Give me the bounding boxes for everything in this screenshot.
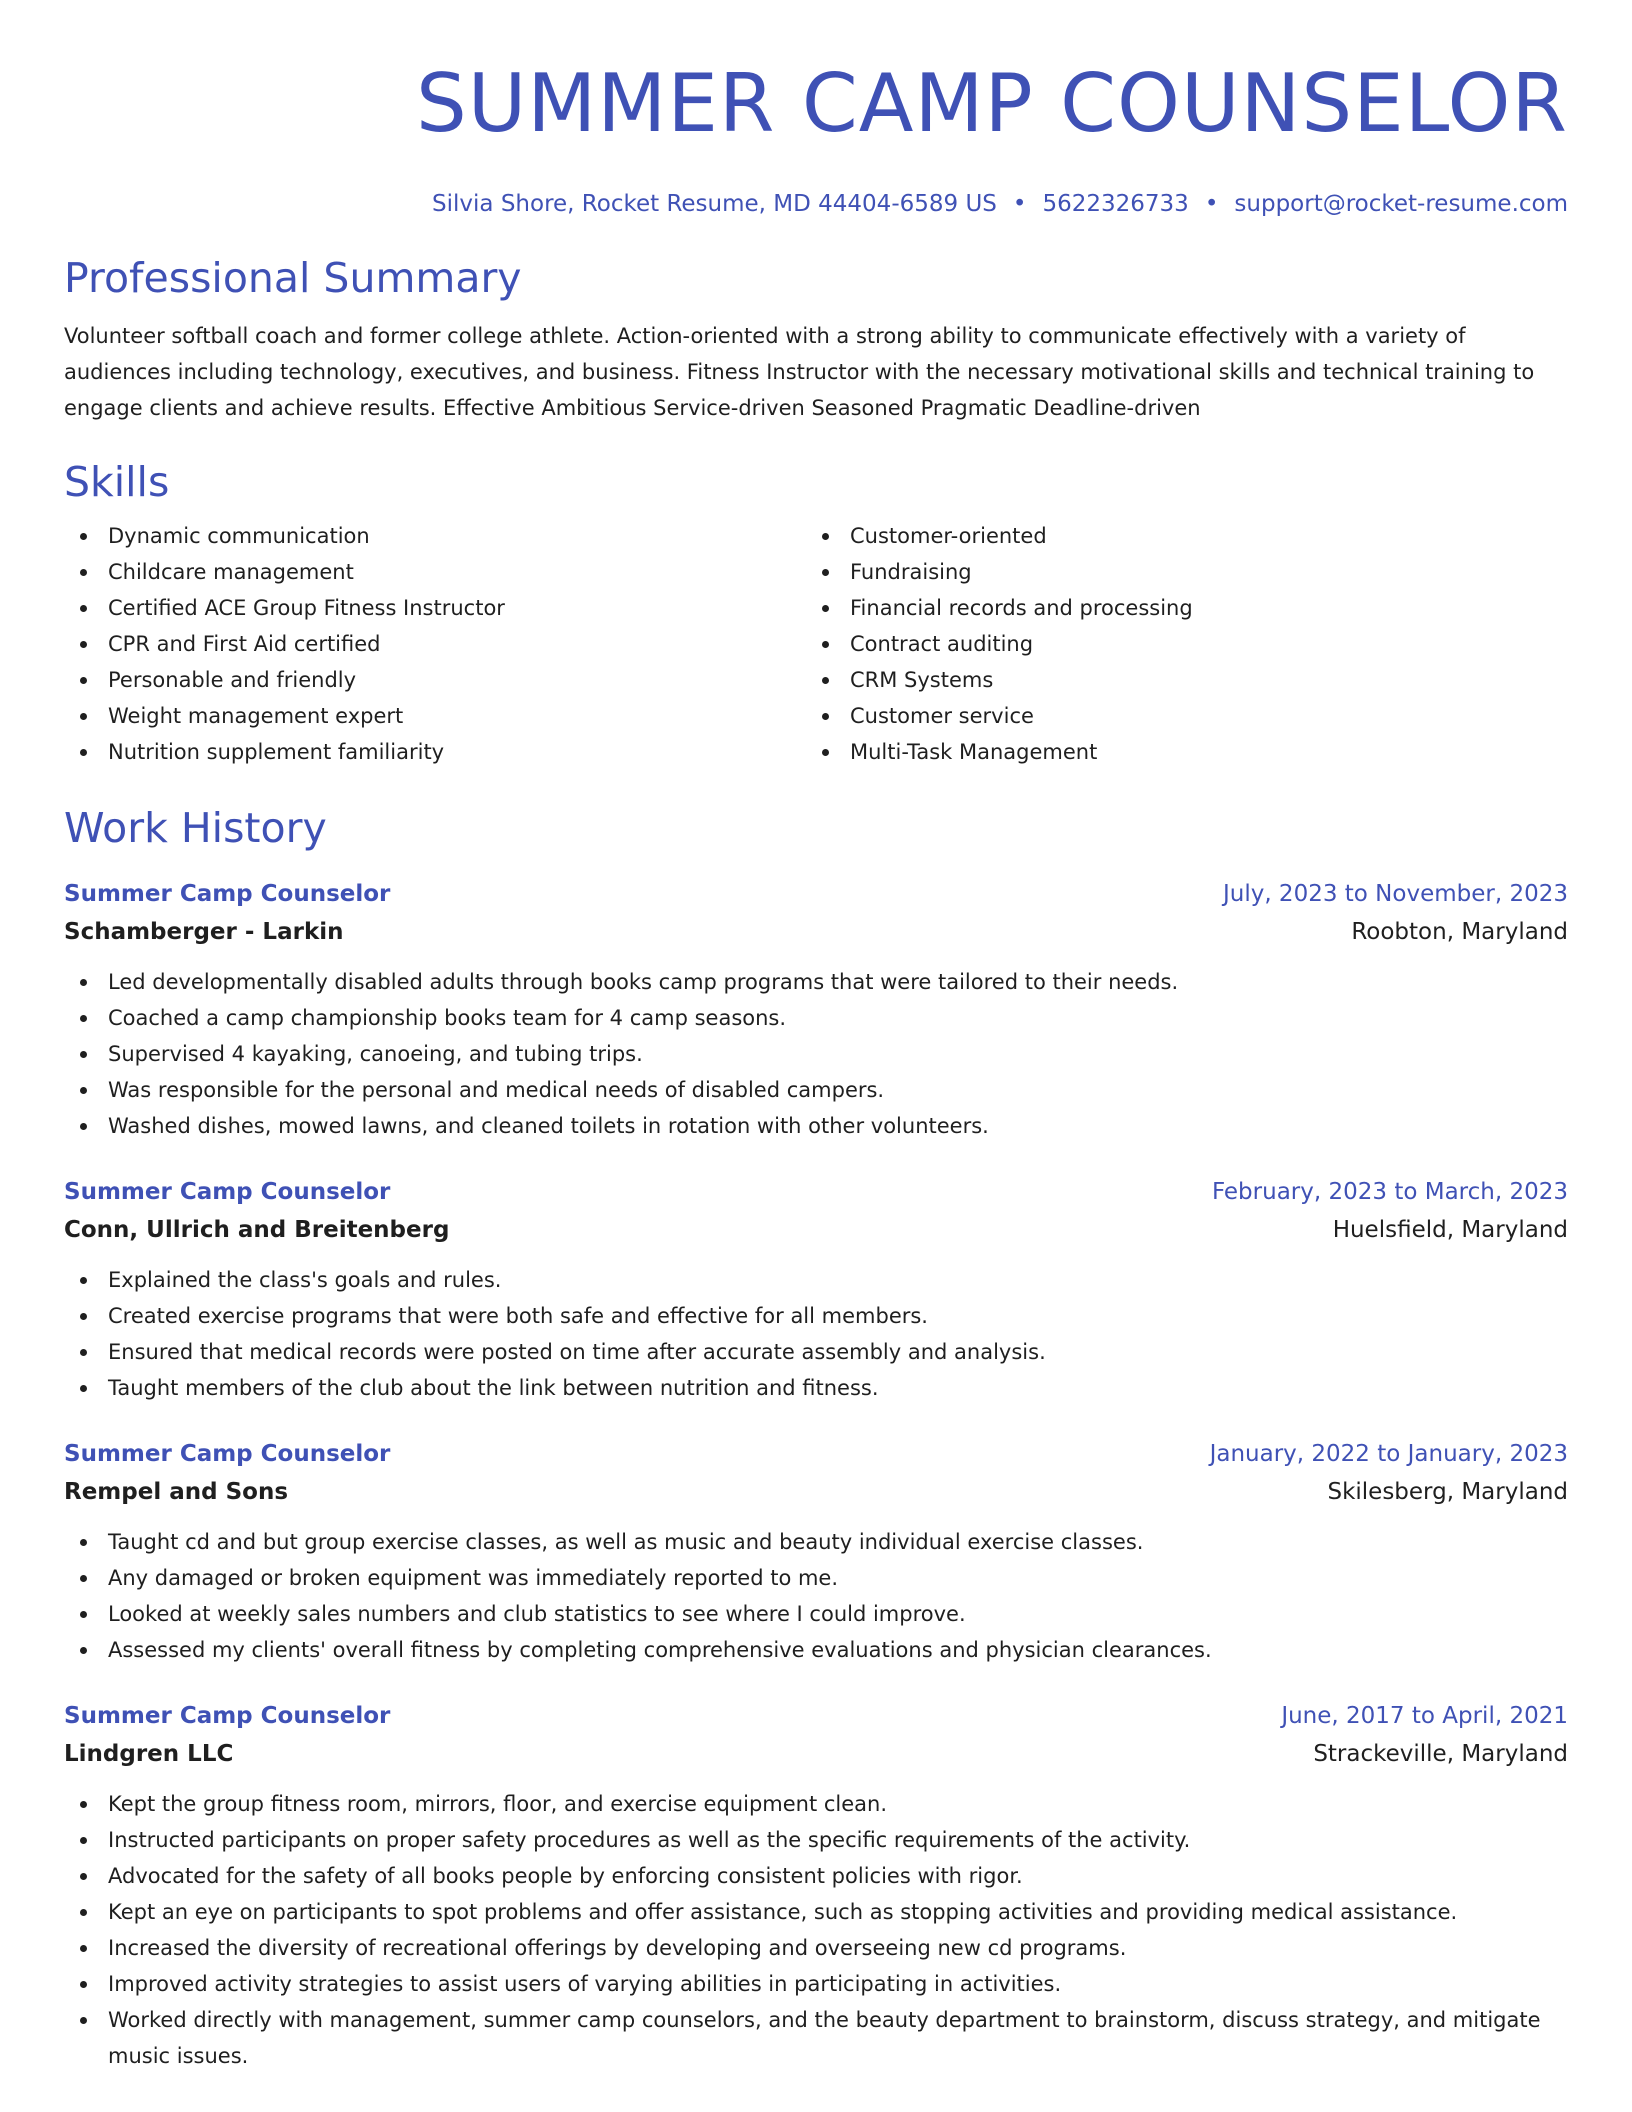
job-duty-item: [64, 1966, 1568, 2002]
skill-item: [806, 626, 1548, 662]
bullet-dot: [822, 713, 829, 720]
job-title-row: [64, 1698, 1568, 1734]
contact-line: [64, 188, 1568, 220]
summary-heading: Professional Summary: [64, 254, 522, 302]
bullet-dot: [80, 1539, 87, 1546]
bullet-dot: [80, 1945, 87, 1952]
job-duty-item-text: Washed dishes, mowed lawns, and cleaned toilets in rotation with other volunteers.: [108, 1114, 989, 1138]
skill-item-text: Weight management expert: [108, 704, 404, 728]
job-duty-item-text: Assessed my clients' overall fitness by completing comprehensive evaluations and physician clearances.: [108, 1638, 1212, 1662]
skills-heading: Skills: [64, 458, 170, 506]
work-history-heading: Work History: [64, 804, 327, 852]
job-title: Summer Camp Counselor: [64, 881, 391, 907]
job-title: Summer Camp Counselor: [64, 1179, 391, 1205]
job-title-row: [64, 1436, 1568, 1472]
job-duty-item: [64, 1858, 1568, 1894]
job-duties-list: [64, 1262, 1568, 1406]
job-company-row: [64, 912, 1568, 952]
job-duty-item-text: Taught members of the club about the link between nutrition and fitness.: [108, 1376, 879, 1400]
job-duty-item: [64, 1596, 1568, 1632]
job-duty-item-text: Improved activity strategies to assist users of varying abilities in participating in activities.: [108, 1972, 1062, 1996]
bullet-dot: [80, 979, 87, 986]
skill-item-text: Nutrition supplement familiarity: [108, 740, 445, 764]
skill-item-text: Fundraising: [850, 560, 972, 584]
bullet-dot: [80, 1981, 87, 1988]
bullet-dot: [822, 605, 829, 612]
bullet-dot: [80, 1087, 87, 1094]
skill-item: [806, 554, 1548, 590]
job-duty-item: [64, 964, 1568, 1000]
job-duty-item: [64, 1334, 1568, 1370]
job-duty-item: [64, 1930, 1568, 1966]
resume-header: [64, 0, 1568, 220]
job-duty-item: [64, 1000, 1568, 1036]
skill-item: [806, 518, 1548, 554]
job-company: Rempel and Sons: [64, 1479, 289, 1505]
job-company: Conn, Ullrich and Breitenberg: [64, 1217, 450, 1243]
bullet-dot: [80, 605, 87, 612]
bullet-dot: [80, 1015, 87, 1022]
job-company-row: [64, 1472, 1568, 1512]
bullet-dot: [80, 1051, 87, 1058]
job-duty-item: [64, 1894, 1568, 1930]
job-duty-item-text: Instructed participants on proper safety procedures as well as the specific requirements of the activity.: [108, 1828, 1191, 1852]
resume-page: [64, 0, 1568, 2074]
job-duties-list: [64, 964, 1568, 1144]
skill-item-text: Contract auditing: [850, 632, 1034, 656]
job-duty-item-text: Worked directly with management, summer camp counselors, and the beauty department to brainstorm, discuss strategy, and mitigate music issues.: [108, 2008, 1541, 2068]
job-title: Summer Camp Counselor: [64, 1703, 391, 1729]
bullet-dot: [822, 749, 829, 756]
skill-item: [806, 590, 1548, 626]
skill-item: [806, 734, 1548, 770]
skill-item: [806, 662, 1548, 698]
skills-column-left: [64, 518, 806, 770]
job-duty-item: [64, 2002, 1568, 2074]
bullet-dot: [80, 1349, 87, 1356]
bullet-dot: [80, 533, 87, 540]
job-company-row: [64, 1210, 1568, 1250]
job-duty-item: [64, 1298, 1568, 1334]
job-dates: June, 2017 to April, 2021: [1281, 1703, 1568, 1729]
bullet-dot: [80, 677, 87, 684]
skill-item-text: Childcare management: [108, 560, 354, 584]
skill-item: [806, 698, 1548, 734]
bullet-dot: [80, 2017, 87, 2024]
job-dates: July, 2023 to November, 2023: [1222, 881, 1568, 907]
job-duty-item: [64, 1822, 1568, 1858]
job-duty-item: [64, 1560, 1568, 1596]
job-duty-item-text: Created exercise programs that were both safe and effective for all members.: [108, 1304, 928, 1328]
job-duty-item-text: Led developmentally disabled adults through books camp programs that were tailored to their needs.: [108, 970, 1179, 994]
job-duty-item-text: Kept an eye on participants to spot problems and offer assistance, such as stopping activities and providing medical assistance.: [108, 1900, 1458, 1924]
job-duty-item-text: Taught cd and but group exercise classes, as well as music and beauty individual exercise classes.: [108, 1530, 1144, 1554]
skill-item-text: Customer service: [850, 704, 1034, 728]
job-title-row: [64, 876, 1568, 912]
summary-text: Volunteer softball coach and former college athlete. Action-oriented with a strong ability to communicate effectively with a variety of audiences including technology, executives, and business. Fitness Instructor with the necessary motivational skills and technical training to engage clients and achieve results. Effective Ambitious Service-driven Seasoned Pragmatic Deadline-driven: [64, 324, 1535, 420]
job-duty-item: [64, 1072, 1568, 1108]
job-duty-item-text: Advocated for the safety of all books people by enforcing consistent policies with rigor.: [108, 1864, 1023, 1888]
skill-item: [64, 698, 806, 734]
skill-item: [64, 734, 806, 770]
skill-item: [64, 626, 806, 662]
bullet-dot: [80, 1837, 87, 1844]
job-duty-item-text: Was responsible for the personal and medical needs of disabled campers.: [108, 1078, 885, 1102]
job-duty-item-text: Kept the group fitness room, mirrors, floor, and exercise equipment clean.: [108, 1792, 888, 1816]
bullet-dot: [80, 1611, 87, 1618]
job-title: Summer Camp Counselor: [64, 1441, 391, 1467]
resume-title: SUMMER CAMP COUNSELOR: [415, 57, 1568, 150]
job-location: Strackeville, Maryland: [1313, 1741, 1568, 1767]
job-duty-item: [64, 1786, 1568, 1822]
job-dates: January, 2022 to January, 2023: [1209, 1441, 1568, 1467]
skill-item-text: Certified ACE Group Fitness Instructor: [108, 596, 505, 620]
job-duty-item-text: Explained the class's goals and rules.: [108, 1268, 502, 1292]
contact-email: support@rocket-resume.com: [1234, 191, 1568, 217]
skill-item: [64, 662, 806, 698]
job-duty-item: [64, 1262, 1568, 1298]
job-duty-item-text: Any damaged or broken equipment was immediately reported to me.: [108, 1566, 839, 1590]
bullet-dot: [80, 1801, 87, 1808]
bullet-dot: [822, 533, 829, 540]
job-entry: [64, 1436, 1568, 1668]
bullet-dot: [80, 1647, 87, 1654]
job-company: Schamberger - Larkin: [64, 919, 344, 945]
job-entry: [64, 1174, 1568, 1406]
work-history-list: [64, 876, 1568, 2074]
bullet-dot: [80, 1385, 87, 1392]
skill-item-text: Financial records and processing: [850, 596, 1193, 620]
job-duty-item-text: Ensured that medical records were posted on time after accurate assembly and analysis.: [108, 1340, 1046, 1364]
bullet-dot: [822, 677, 829, 684]
bullet-dot: [80, 1123, 87, 1130]
job-company: Lindgren LLC: [64, 1741, 234, 1767]
bullet-dot: [80, 713, 87, 720]
job-duty-item: [64, 1370, 1568, 1406]
job-duties-list: [64, 1786, 1568, 2074]
job-duty-item-text: Coached a camp championship books team for 4 camp seasons.: [108, 1006, 787, 1030]
job-duty-item: [64, 1632, 1568, 1668]
skills-column-right: [806, 518, 1548, 770]
job-duty-item-text: Increased the diversity of recreational offerings by developing and overseeing new cd programs.: [108, 1936, 1127, 1960]
job-dates: February, 2023 to March, 2023: [1211, 1179, 1568, 1205]
contact-address: Silvia Shore, Rocket Resume, MD 44404-6589 US: [432, 191, 997, 217]
bullet-dot: [80, 1873, 87, 1880]
bullet-dot: [822, 569, 829, 576]
skill-item: [64, 518, 806, 554]
skill-item-text: Personable and friendly: [108, 668, 357, 692]
bullet-dot: [80, 749, 87, 756]
job-entry: [64, 876, 1568, 1144]
job-location: Skilesberg, Maryland: [1327, 1479, 1568, 1505]
contact-separator: •: [1012, 191, 1027, 217]
bullet-dot: [80, 1575, 87, 1582]
job-entry: [64, 1698, 1568, 2074]
skill-item-text: Dynamic communication: [108, 524, 370, 548]
job-location: Roobton, Maryland: [1351, 919, 1568, 945]
skill-item: [64, 590, 806, 626]
skill-item-text: Customer-oriented: [850, 524, 1047, 548]
skill-item-text: CPR and First Aid certified: [108, 632, 381, 656]
bullet-dot: [80, 641, 87, 648]
job-title-row: [64, 1174, 1568, 1210]
job-duties-list: [64, 1524, 1568, 1668]
contact-phone: 5622326733: [1042, 191, 1189, 217]
job-duty-item: [64, 1036, 1568, 1072]
job-duty-item: [64, 1108, 1568, 1144]
skills-grid: [64, 518, 1568, 770]
job-company-row: [64, 1734, 1568, 1774]
contact-separator: •: [1204, 191, 1219, 217]
bullet-dot: [80, 1277, 87, 1284]
job-location: Huelsfield, Maryland: [1332, 1217, 1568, 1243]
job-duty-item-text: Supervised 4 kayaking, canoeing, and tubing trips.: [108, 1042, 643, 1066]
bullet-dot: [822, 641, 829, 648]
bullet-dot: [80, 1313, 87, 1320]
bullet-dot: [80, 1909, 87, 1916]
job-duty-item-text: Looked at weekly sales numbers and club statistics to see where I could improve.: [108, 1602, 966, 1626]
skill-item-text: CRM Systems: [850, 668, 994, 692]
bullet-dot: [80, 569, 87, 576]
skill-item-text: Multi-Task Management: [850, 740, 1098, 764]
job-duty-item: [64, 1524, 1568, 1560]
skill-item: [64, 554, 806, 590]
